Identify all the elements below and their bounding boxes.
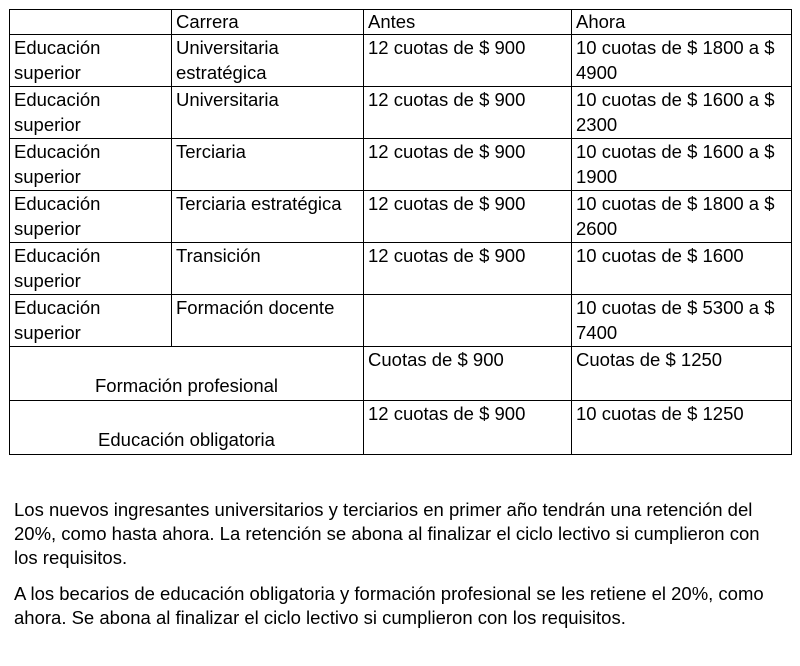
cell-carrera: Terciaria (172, 139, 364, 191)
cell-ahora: Cuotas de $ 1250 (572, 347, 792, 401)
cell-carrera: Formación docente (172, 295, 364, 347)
table-row-merged (10, 347, 792, 401)
table-row (10, 139, 792, 191)
cell-ahora: 10 cuotas de $ 1600 a $ 1900 (572, 139, 792, 191)
note-paragraph: A los becarios de educación obligatoria y formación profesional se les retiene el 20%, como ahora. Se abona al finalizar el ciclo lectivo si cumplieron con los requisitos. (14, 583, 764, 628)
table-row (10, 191, 792, 243)
header-cell-nivel (10, 10, 172, 35)
cell-antes: 12 cuotas de $ 900 (364, 35, 572, 87)
table-row-merged (10, 401, 792, 455)
cell-carrera: Universitaria estratégica (172, 35, 364, 87)
cell-antes: 12 cuotas de $ 900 (364, 401, 572, 455)
cell-nivel: Educación superior (10, 87, 172, 139)
cell-antes: 12 cuotas de $ 900 (364, 87, 572, 139)
cell-antes: 12 cuotas de $ 900 (364, 139, 572, 191)
cell-carrera: Terciaria estratégica (172, 191, 364, 243)
cell-antes: 12 cuotas de $ 900 (364, 243, 572, 295)
table-row (10, 243, 792, 295)
cell-antes: Cuotas de $ 900 (364, 347, 572, 401)
cell-nivel: Educación superior (10, 295, 172, 347)
header-cell-antes: Antes (364, 10, 572, 35)
cell-nivel: Educación superior (10, 191, 172, 243)
becas-table (9, 9, 792, 455)
table-header-row (10, 10, 792, 35)
cell-antes: 12 cuotas de $ 900 (364, 191, 572, 243)
cell-carrera: Universitaria (172, 87, 364, 139)
cell-ahora: 10 cuotas de $ 1250 (572, 401, 792, 455)
cell-ahora: 10 cuotas de $ 1600 (572, 243, 792, 295)
cell-nivel-merged: Educación obligatoria (10, 401, 364, 455)
cell-nivel: Educación superior (10, 35, 172, 87)
table-row (10, 35, 792, 87)
header-cell-carrera: Carrera (172, 10, 364, 35)
header-cell-ahora: Ahora (572, 10, 792, 35)
cell-nivel: Educación superior (10, 243, 172, 295)
cell-ahora: 10 cuotas de $ 1800 a $ 4900 (572, 35, 792, 87)
notes-section (14, 498, 784, 642)
cell-ahora: 10 cuotas de $ 1800 a $ 2600 (572, 191, 792, 243)
cell-ahora: 10 cuotas de $ 1600 a $ 2300 (572, 87, 792, 139)
note-paragraph: Los nuevos ingresantes universitarios y terciarios en primer año tendrán una retención del 20%, como hasta ahora. La retención se abona al finalizar el ciclo lectivo si cumplieron con los requisitos. (14, 499, 760, 568)
cell-nivel: Educación superior (10, 139, 172, 191)
cell-antes (364, 295, 572, 347)
cell-nivel-merged: Formación profesional (10, 347, 364, 401)
table-row (10, 87, 792, 139)
table-row (10, 295, 792, 347)
cell-ahora: 10 cuotas de $ 5300 a $ 7400 (572, 295, 792, 347)
cell-carrera: Transición (172, 243, 364, 295)
